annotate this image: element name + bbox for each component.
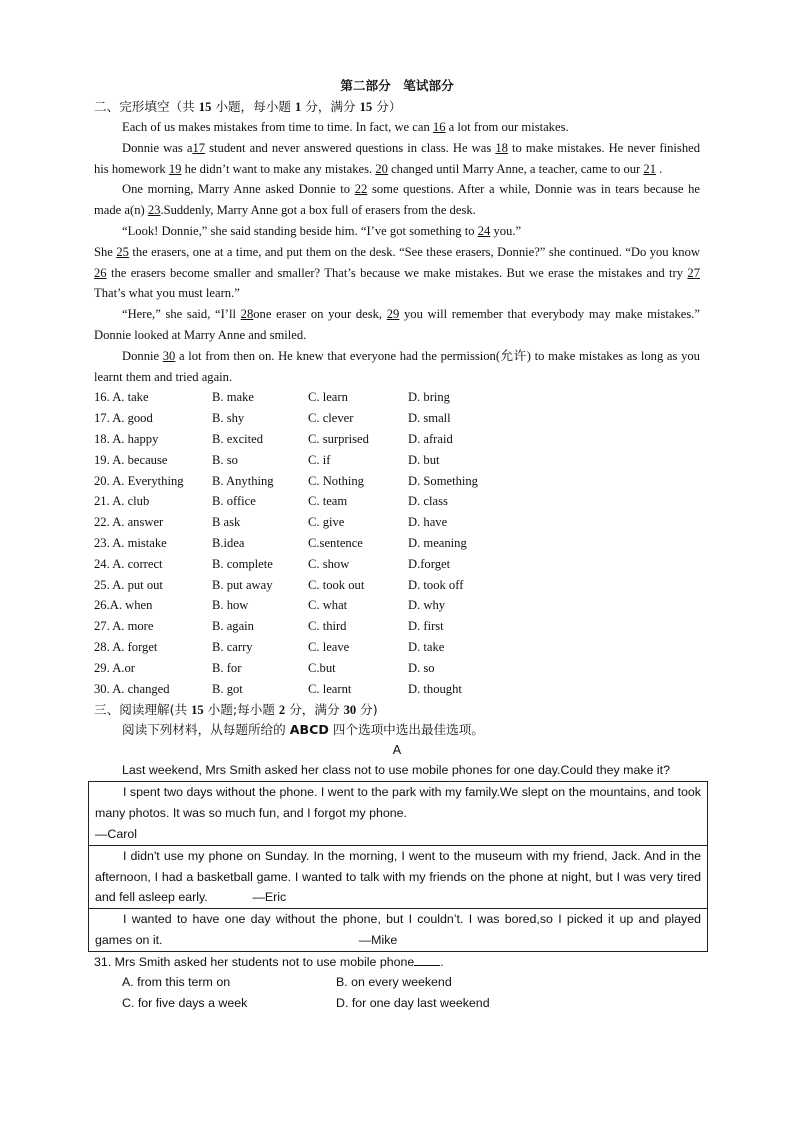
paragraph-text: you.” — [490, 223, 522, 238]
option-a[interactable]: 27. A. more — [94, 619, 154, 634]
option-row — [94, 387, 700, 408]
reading-heading: 三、阅读理解(共 15 小题;每小题 2 分，满分 30 分) — [94, 702, 378, 718]
signature: —Mike — [358, 932, 398, 947]
option-row — [94, 429, 700, 450]
cloze-paragraph — [94, 179, 700, 221]
blank-number: 26 — [94, 265, 107, 280]
blank-number: 24 — [477, 223, 491, 238]
option-b[interactable]: B. complete — [212, 556, 273, 571]
blank-number: 17 — [192, 140, 206, 155]
option-d[interactable]: D. for one day last weekend — [336, 996, 490, 1011]
option-row — [94, 408, 700, 429]
option-d[interactable]: D. have — [408, 515, 448, 530]
option-a[interactable]: A. from this term on — [122, 975, 231, 990]
paragraph-text: That’s what you must learn.” — [94, 286, 240, 301]
option-b[interactable]: B. put away — [212, 577, 273, 592]
option-c[interactable]: C. show — [308, 556, 350, 571]
option-d[interactable]: D. why — [408, 598, 446, 613]
blank-number: 25 — [116, 244, 129, 259]
option-a[interactable]: 19. A. because — [94, 452, 168, 467]
option-c[interactable]: C. surprised — [308, 431, 369, 446]
blank-number: 22 — [354, 182, 368, 197]
passage-cell-eric: I didn't use my phone on Sunday. In the morning, I went to the museum with my friend, Jack. And in the afternoon, I had a basketball game. I wanted to talk with my friends on the phone at night, but I was very tired and fell asleep early. —Eric — [89, 846, 707, 909]
option-c[interactable]: C. if — [308, 452, 331, 467]
option-a[interactable]: 21. A. club — [94, 494, 150, 509]
option-c[interactable]: C. leave — [308, 639, 350, 654]
option-a[interactable]: 16. A. take — [94, 390, 149, 405]
option-c[interactable]: C. Nothing — [308, 473, 364, 488]
paragraph-text: the erasers become smaller and smaller? That’s because we make mistakes. But we erase the mistakes and try — [106, 265, 688, 280]
option-row — [94, 575, 700, 596]
option-c[interactable]: C. team — [308, 494, 348, 509]
paragraph-text: a lot from our mistakes. — [445, 120, 569, 134]
paragraph-text: student and never answered questions in class. He was — [205, 140, 496, 155]
option-b[interactable]: B. carry — [212, 639, 253, 654]
option-row — [94, 554, 700, 575]
option-a[interactable]: 22. A. answer — [94, 515, 164, 530]
option-d[interactable]: D. but — [408, 452, 440, 467]
paragraph-text: changed until Marry Anne, a teacher, came to our — [387, 161, 644, 176]
paragraph-text: Donnie was a — [122, 140, 193, 155]
option-row — [94, 533, 700, 554]
option-row — [94, 512, 700, 533]
option-b[interactable]: B.idea — [212, 535, 245, 550]
option-b[interactable]: B. Anything — [212, 473, 274, 488]
option-b[interactable]: B. got — [212, 681, 243, 696]
signature: —Eric — [252, 890, 287, 905]
reading-instruction: 阅读下列材料，从每题所给的 ABCD 四个选项中选出最佳选项。 — [122, 722, 484, 738]
option-c[interactable]: C.sentence — [308, 535, 363, 550]
option-c[interactable]: C. learnt — [308, 681, 352, 696]
paragraph-text: .Suddenly, Marry Anne got a box full of erasers from the desk. — [160, 203, 476, 218]
option-d[interactable]: D. class — [408, 494, 448, 509]
cloze-paragraph — [94, 242, 700, 304]
option-d[interactable]: D. first — [408, 619, 444, 634]
option-a[interactable]: 26.A. when — [94, 598, 153, 613]
option-row — [94, 450, 700, 471]
option-a[interactable]: 29. A.or — [94, 660, 135, 675]
paragraph-text: some questions. After a while, Donnie was in tears because he made a(n) — [94, 182, 700, 218]
question-31-options-row — [94, 972, 700, 993]
part-title: 第二部分 笔试部分 — [340, 78, 454, 93]
option-b[interactable]: B. how — [212, 598, 249, 613]
paragraph-text: to make mistakes. He never finished his homework — [94, 140, 700, 176]
cloze-paragraph — [94, 138, 700, 180]
option-a[interactable]: 30. A. changed — [94, 681, 170, 696]
option-d[interactable]: D. meaning — [408, 535, 467, 550]
option-a[interactable]: 25. A. put out — [94, 577, 163, 592]
option-d[interactable]: D. small — [408, 411, 451, 426]
option-b[interactable]: B. office — [212, 494, 256, 509]
paragraph-text: a lot from then on. He knew that everyone had the permission(允许) to make mistakes as long as you learnt them and tried again. — [94, 348, 700, 384]
cloze-paragraph — [94, 117, 700, 138]
paragraph-text: . — [656, 161, 663, 176]
option-c[interactable]: C. learn — [308, 390, 348, 405]
option-c[interactable]: C. clever — [308, 411, 354, 426]
blank-number: 30 — [162, 348, 176, 363]
option-a[interactable]: 17. A. good — [94, 411, 153, 426]
option-b[interactable]: B. again — [212, 619, 254, 634]
question-31: 31. Mrs Smith asked her students not to use mobile phone . — [94, 954, 444, 969]
passage-cell-mike: I wanted to have one day without the phone, but I couldn’t. I was bored,so I picked it up and played games on it. —Mike — [95, 912, 701, 947]
option-a[interactable]: 24. A. correct — [94, 556, 163, 571]
blank-number: 16 — [432, 120, 446, 134]
cloze-heading: 二、完形填空（共 15 小题，每小题 1 分，满分 15 分） — [94, 99, 402, 114]
option-d[interactable]: D. took off — [408, 577, 464, 592]
option-a[interactable]: 20. A. Everything — [94, 473, 184, 488]
option-c[interactable]: C. give — [308, 515, 345, 530]
option-b[interactable]: B ask — [212, 515, 241, 530]
option-d[interactable]: D. so — [408, 660, 435, 675]
cloze-paragraph — [94, 304, 700, 346]
option-c[interactable]: C.but — [308, 660, 336, 675]
paragraph-text: She — [94, 244, 117, 259]
option-row — [94, 679, 700, 700]
answer-blank[interactable] — [414, 953, 440, 966]
blank-number: 19 — [168, 161, 182, 176]
option-c[interactable]: C. took out — [308, 577, 365, 592]
option-c[interactable]: C. what — [308, 598, 348, 613]
option-a[interactable]: 23. A. mistake — [94, 535, 167, 550]
option-a[interactable]: 28. A. forget — [94, 639, 158, 654]
passage-lead: Last weekend, Mrs Smith asked her class not to use mobile phones for one day.Could they make it? — [122, 763, 671, 778]
option-c[interactable]: C. third — [308, 619, 347, 634]
option-d[interactable]: D.forget — [408, 556, 451, 571]
paragraph-text: the erasers, one at a time, and put them on the desk. “See these erasers, Donnie?” she continued. “Do you know — [128, 244, 700, 259]
option-c[interactable]: C. for five days a week — [122, 996, 248, 1011]
exam-page — [94, 76, 700, 1014]
paragraph-text: Each of us makes mistakes from time to time. In fact, we can — [122, 120, 433, 134]
paragraph-text: you will remember that everybody may make mistakes.” Donnie looked at Marry Anne and smiled. — [94, 307, 700, 342]
option-d[interactable]: D. afraid — [408, 431, 453, 446]
option-row — [94, 595, 700, 616]
option-a[interactable]: 18. A. happy — [94, 431, 159, 446]
option-b[interactable]: B. excited — [212, 431, 264, 446]
passage-box — [88, 781, 708, 951]
cloze-paragraph — [94, 346, 700, 388]
passage-cell-carol: I spent two days without the phone. I went to the park with my family.We slept on the mountains, and took many photos. It was so much fun, and I forgot my phone. —Carol — [89, 782, 707, 845]
blank-number: 28 — [240, 307, 254, 322]
option-row — [94, 471, 700, 492]
option-row — [94, 491, 700, 512]
paragraph-text: One morning, Marry Anne asked Donnie to — [122, 182, 355, 197]
blank-number: 23 — [147, 203, 161, 218]
option-row — [94, 637, 700, 658]
option-b[interactable]: B. make — [212, 390, 254, 405]
option-d[interactable]: D. Something — [408, 473, 478, 488]
blank-number: 29 — [386, 307, 400, 322]
cloze-options — [94, 387, 700, 699]
signature: —Carol — [95, 826, 137, 841]
option-d[interactable]: D. bring — [408, 390, 450, 405]
paragraph-text: one eraser on your desk, — [253, 307, 387, 322]
blank-number: 18 — [495, 140, 508, 155]
blank-number: 27 — [687, 265, 700, 280]
passage-label: A — [392, 743, 402, 758]
paragraph-text: “Here,” she said, “I’ll — [122, 307, 241, 322]
option-d[interactable]: D. take — [408, 639, 445, 654]
question-31-options-row — [94, 993, 700, 1014]
paragraph-text: “Look! Donnie,” she said standing beside him. “I’ve got something to — [122, 223, 478, 238]
option-d[interactable]: D. thought — [408, 681, 462, 696]
option-row — [94, 616, 700, 637]
option-row — [94, 658, 700, 679]
option-b[interactable]: B. so — [212, 452, 238, 467]
cloze-paragraph — [94, 221, 700, 242]
option-b[interactable]: B. shy — [212, 411, 245, 426]
paragraph-text: Donnie — [122, 348, 163, 363]
blank-number: 20 — [375, 161, 388, 176]
blank-number: 21 — [643, 161, 656, 176]
paragraph-text: he didn’t want to make any mistakes. — [181, 161, 376, 176]
option-b[interactable]: B. on every weekend — [336, 975, 452, 990]
option-b[interactable]: B. for — [212, 660, 242, 675]
